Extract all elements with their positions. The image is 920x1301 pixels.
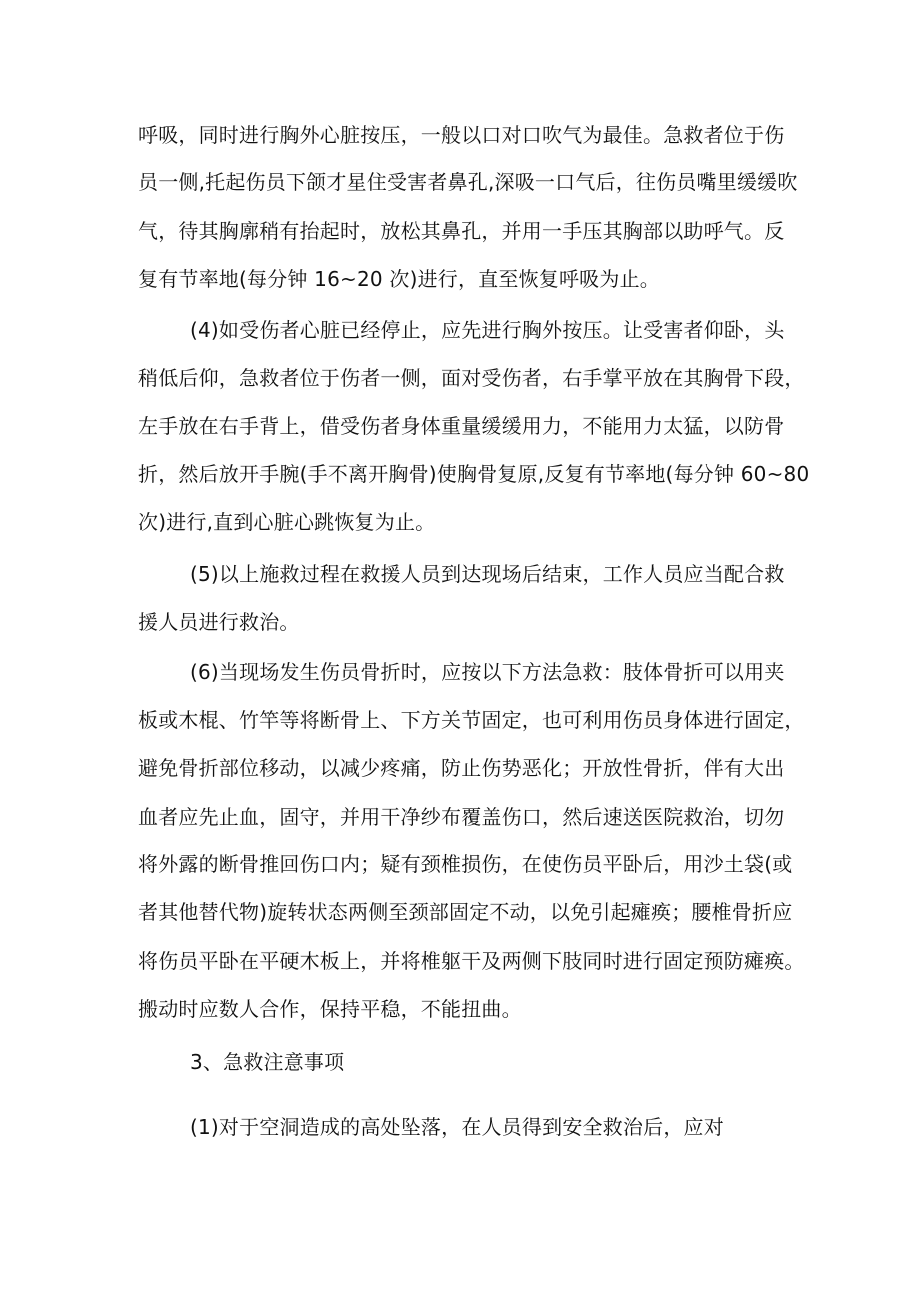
paragraph-5-start: (5)以上施救过程在救援人员到达现场后结束，工作人员应当配合救	[190, 562, 785, 586]
section-heading: 3、急救注意事项	[190, 1050, 345, 1074]
paragraph-1-start: (1)对于空洞造成的高处坠落，在人员得到安全救治后，应对	[190, 1115, 724, 1139]
text-line: 员一侧,托起伤员下颌才星住受害者鼻孔,深吸一口气后，往伤员嘴里缓缓吹	[138, 170, 798, 194]
paragraph-4-start: (4)如受伤者心脏已经停止，应先进行胸外按压。让受害者仰卧，头	[190, 318, 785, 342]
text-line: 板或木棍、竹竿等将断骨上、下方关节固定，也可利用伤员身体进行固定，	[138, 708, 805, 732]
text-line: 血者应先止血，固守，并用干净纱布覆盖伤口，然后速送医院救治，切勿	[138, 805, 785, 829]
text-line: 稍低后仰，急救者位于伤者一侧，面对受伤者，右手掌平放在其胸骨下段，	[138, 366, 805, 390]
text-line: 左手放在右手背上，借受伤者身体重量缓缓用力，不能用力太猛，以防骨	[138, 414, 785, 438]
text-line: 复有节率地(每分钟 16~20 次)进行，直至恢复呼吸为止。	[138, 267, 660, 291]
text-line: 气，待其胸廓稍有抬起时，放松其鼻孔，并用一手压其胸部以助呼气。反	[138, 219, 785, 243]
text-line: 搬动时应数人合作，保持平稳，不能扭曲。	[138, 997, 522, 1021]
text-line: 次)进行,直到心脏心跳恢复为止。	[138, 510, 436, 534]
text-line: 将伤员平卧在平硬木板上，并将椎躯干及两侧下肢同时进行固定预防瘫痪。	[138, 949, 805, 973]
paragraph-6-start: (6)当现场发生伤员骨折时，应按以下方法急救：肢体骨折可以用夹	[190, 660, 785, 684]
text-line: 者其他替代物)旋转状态两侧至颈部固定不动，以免引起瘫痪；腰椎骨折应	[138, 900, 793, 924]
text-line: 折，然后放开手腕(手不离开胸骨)使胸骨复原,反复有节率地(每分钟 60~80	[138, 462, 810, 486]
text-line: 呼吸，同时进行胸外心脏按压，一般以口对口吹气为最佳。急救者位于伤	[138, 123, 785, 147]
text-line: 援人员进行救治。	[138, 610, 300, 634]
text-line: 避免骨折部位移动，以减少疼痛，防止伤势恶化；开放性骨折，伴有大出	[138, 756, 785, 780]
text-line: 将外露的断骨推回伤口内；疑有颈椎损伤，在使伤员平卧后，用沙土袋(或	[138, 852, 793, 876]
